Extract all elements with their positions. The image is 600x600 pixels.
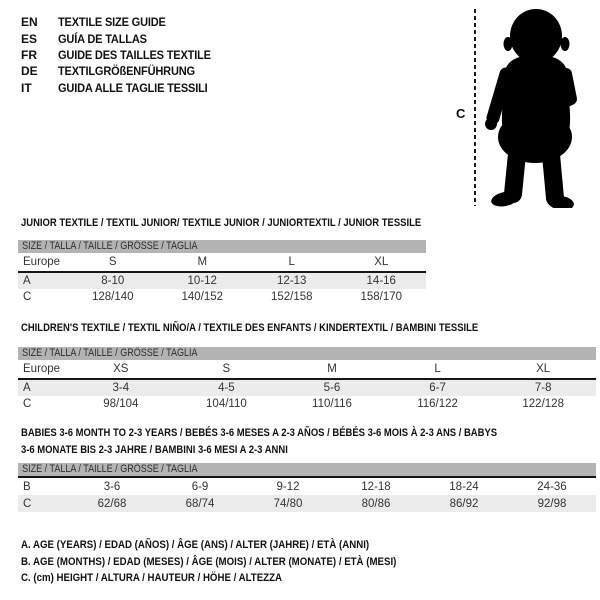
children-size-table (18, 360, 596, 412)
table-cell: 122/128 (522, 398, 564, 410)
table-cell: 5-6 (323, 382, 341, 394)
note-age-months: B. AGE (MONTHS) / EDAD (MESES) / ÂGE (MOIS) / ALTER (MONATE) / ETÀ (MESI) (21, 555, 397, 568)
guide-title: GUIDE DES TAILLES TEXTILE (58, 47, 211, 62)
babies-section-heading: BABIES 3-6 MONTH TO 2-3 YEARS / BEBÉS 3-6 MESES A 2-3 AÑOS / BÉBÉS 3-6 MOIS À 2-3 ANS / BABYS 3-6 MONATE BIS 2-3 JAHRE / BAMBINI 3-6 MESI A 2-3 ANNI (21, 427, 498, 456)
table-row (18, 478, 596, 495)
table-cell: 12-18 (361, 480, 391, 493)
size-bar-label: SIZE / TALLA / TAILLE / GRÖSSE / TAGLIA (22, 463, 198, 475)
table-cell: 98/104 (103, 398, 139, 410)
table-cell: 18-24 (449, 480, 479, 493)
guide-title: GUÍA DE TALLAS (58, 31, 147, 46)
language-code: IT (21, 80, 32, 95)
table-cell: 92/98 (537, 497, 567, 510)
table-cell: 4-5 (218, 382, 235, 394)
size-bar-label: SIZE / TALLA / TAILLE / GRÖSSE / TAGLIA (22, 347, 198, 359)
language-code: ES (21, 31, 38, 46)
legend-notes (21, 537, 448, 587)
table-cell: 24-36 (537, 480, 567, 493)
size-bar-label: SIZE / TALLA / TAILLE / GRÖSSE / TAGLIA (22, 240, 198, 252)
guide-title: TEXTILE SIZE GUIDE (58, 15, 166, 30)
table-cell: 128/140 (91, 291, 134, 303)
region-header: Europe (18, 360, 68, 379)
table-cell: 104/110 (206, 398, 247, 410)
table-cell: 6-7 (429, 382, 446, 394)
row-label: B (23, 480, 31, 493)
table-row (18, 379, 596, 396)
height-dashed-line (474, 9, 476, 206)
table-cell: 3-6 (103, 480, 121, 493)
column-header: L (385, 360, 491, 379)
column-header: L (247, 253, 337, 272)
table-cell: 8-10 (101, 275, 125, 287)
table-cell: 62/68 (97, 497, 127, 510)
table-header-row (18, 253, 426, 272)
language-code: DE (21, 64, 38, 79)
table-cell: 12-13 (277, 275, 307, 287)
babies-size-bar (18, 463, 596, 478)
table-header-row (18, 360, 596, 379)
toddler-silhouette-image (481, 6, 581, 208)
language-row-de (21, 63, 224, 79)
table-cell: 7-8 (534, 382, 552, 394)
column-header: XL (337, 253, 427, 272)
row-label: C (23, 291, 32, 303)
language-title-list (21, 14, 224, 96)
column-header: XL (490, 360, 596, 379)
row-label: C (23, 398, 32, 410)
table-cell: 86/92 (449, 497, 479, 510)
table-cell: 74/80 (273, 497, 303, 510)
table-cell: 9-12 (276, 480, 300, 493)
table-cell: 3-4 (112, 382, 130, 394)
junior-size-table (18, 253, 426, 305)
column-header: M (158, 253, 248, 272)
language-row-it (21, 80, 224, 96)
table-row (18, 289, 426, 305)
language-row-es (21, 30, 224, 46)
table-cell: 68/74 (185, 497, 215, 510)
language-code: EN (21, 15, 38, 30)
children-size-bar (18, 347, 596, 360)
guide-title: TEXTILGRÖßENFÜHRUNG (58, 64, 195, 79)
junior-size-bar (18, 240, 426, 253)
children-section-heading: CHILDREN'S TEXTILE / TEXTIL NIÑO/A / TEXTILE DES ENFANTS / KINDERTEXTIL / BAMBINI TESSILE (21, 322, 479, 334)
table-cell: 6-9 (191, 480, 209, 493)
language-row-fr (21, 47, 224, 63)
region-header: Europe (18, 253, 68, 272)
table-row (18, 396, 596, 412)
language-code: FR (21, 47, 37, 62)
language-row-en (21, 14, 224, 30)
guide-title: GUIDA ALLE TAGLIE TESSILI (58, 80, 208, 95)
babies-size-table (18, 478, 596, 512)
row-label: A (23, 382, 31, 394)
table-row (18, 272, 426, 289)
table-cell: 152/158 (270, 291, 313, 303)
table-cell: 140/152 (181, 291, 224, 303)
note-height-cm: C. (cm) HEIGHT / ALTURA / HAUTEUR / HÖHE / ALTEZZA (21, 572, 283, 584)
height-measure-label: C (456, 106, 466, 121)
table-cell: 14-16 (366, 275, 396, 287)
column-header: M (279, 360, 385, 379)
table-cell: 110/116 (312, 398, 352, 410)
table-cell: 10-12 (187, 275, 217, 287)
column-header: S (68, 253, 158, 272)
note-age-years: A. AGE (YEARS) / EDAD (AÑOS) / ÂGE (ANS) / ALTER (JAHRE) / ETÀ (ANNI) (21, 539, 370, 551)
table-cell: 158/170 (360, 291, 403, 303)
column-header: XS (68, 360, 174, 379)
table-cell: 80/86 (361, 497, 391, 510)
junior-section-heading: JUNIOR TEXTILE / TEXTIL JUNIOR/ TEXTILE JUNIOR / JUNIORTEXTIL / JUNIOR TESSILE (21, 217, 422, 229)
column-header: S (174, 360, 280, 379)
row-label: A (23, 275, 31, 287)
row-label: C (23, 497, 32, 510)
table-cell: 116/122 (417, 398, 458, 410)
table-row (18, 495, 596, 512)
